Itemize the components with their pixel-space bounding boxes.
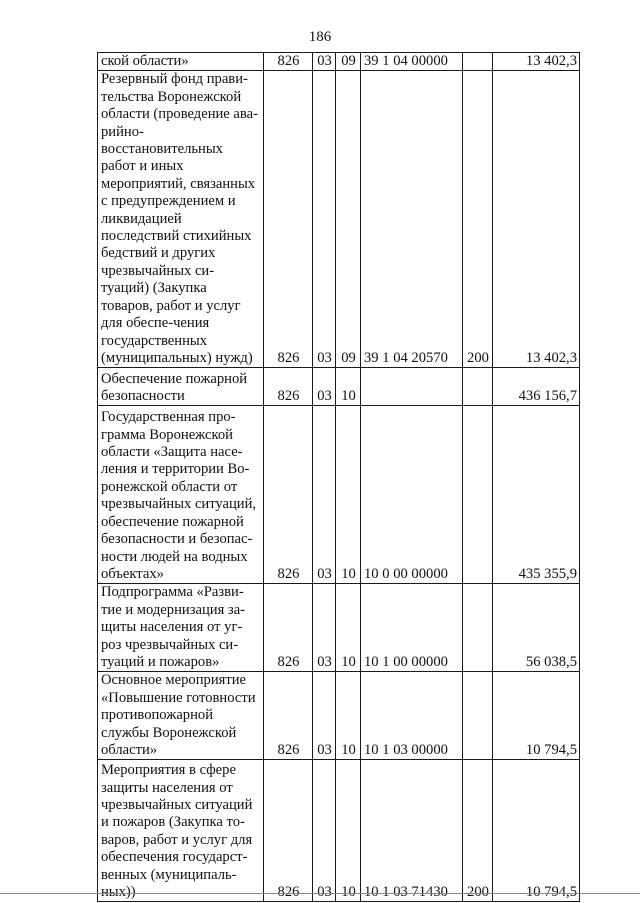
amount-cell: 13 402,3 [493,71,580,368]
section-code-cell: 03 [313,672,336,760]
table-row [98,760,580,902]
section-code-cell: 03 [313,584,336,672]
subsection-code-cell: 10 [336,406,361,584]
expense-name-cell: ской области» [98,53,264,71]
expense-type-cell: 200 [463,760,493,902]
target-article-cell: 10 1 03 71430 [361,760,463,902]
amount-cell: 435 355,9 [493,406,580,584]
table-row [98,368,580,406]
amount-cell: 13 402,3 [493,53,580,71]
expense-name-cell: Основное мероприятие «Повышение готовности противопожарной службы Воронежской области» [98,672,264,760]
expense-name-cell: Государственная про-грамма Воронежской области «Защита насе-ления и территории Во-ронежской области от чрезвычайных ситуаций, обеспечение пожарной безопасности и безопас-ности людей на водных объектах» [98,406,264,584]
expense-type-cell [463,406,493,584]
table-row [98,53,580,71]
table-row [98,406,580,584]
subsection-code-cell: 09 [336,71,361,368]
table-row [98,71,580,368]
expense-name-cell: Резервный фонд прави-тельства Воронежской области (проведение ава-рийно-восстановительных работ и иных мероприятий, связанных с предупреждением и ликвидацией последствий стихийных бедствий и других чрезвычайных си-туаций) (Закупка товаров, работ и услуг для обеспе-чения государственных (муниципальных) нужд) [98,71,264,368]
ministry-code-cell: 826 [264,368,313,406]
ministry-code-cell: 826 [264,760,313,902]
target-article-cell [361,368,463,406]
amount-cell: 10 794,5 [493,672,580,760]
expense-name-cell: Мероприятия в сфере защиты населения от чрезвычайных ситуаций и пожаров (Закупка то-варов, работ и услуг для обеспечения государст-венных (муниципаль-ных)) [98,760,264,902]
section-code-cell: 03 [313,53,336,71]
subsection-code-cell: 10 [336,672,361,760]
target-article-cell: 39 1 04 20570 [361,71,463,368]
ministry-code-cell: 826 [264,71,313,368]
table-row [98,584,580,672]
subsection-code-cell: 10 [336,584,361,672]
budget-table [97,52,580,902]
target-article-cell: 39 1 04 00000 [361,53,463,71]
subsection-code-cell: 10 [336,760,361,902]
expense-type-cell [463,368,493,406]
target-article-cell: 10 1 00 00000 [361,584,463,672]
target-article-cell: 10 0 00 00000 [361,406,463,584]
subsection-code-cell: 09 [336,53,361,71]
expense-name-cell: Подпрограмма «Разви-тие и модернизация за-щиты населения от уг-роз чрезвычайных си-туаций и пожаров» [98,584,264,672]
ministry-code-cell: 826 [264,672,313,760]
expense-type-cell [463,584,493,672]
target-article-cell: 10 1 03 00000 [361,672,463,760]
section-code-cell: 03 [313,760,336,902]
section-code-cell: 03 [313,71,336,368]
expense-type-cell [463,53,493,71]
expense-name-cell: Обеспечение пожарной безопасности [98,368,264,406]
expense-type-cell: 200 [463,71,493,368]
page-bottom-rule [0,893,640,894]
amount-cell: 56 038,5 [493,584,580,672]
amount-cell: 436 156,7 [493,368,580,406]
section-code-cell: 03 [313,406,336,584]
table-row [98,672,580,760]
amount-cell: 10 794,5 [493,760,580,902]
page-number: 186 [308,29,332,45]
ministry-code-cell: 826 [264,53,313,71]
section-code-cell: 03 [313,368,336,406]
subsection-code-cell: 10 [336,368,361,406]
expense-type-cell [463,672,493,760]
ministry-code-cell: 826 [264,406,313,584]
ministry-code-cell: 826 [264,584,313,672]
